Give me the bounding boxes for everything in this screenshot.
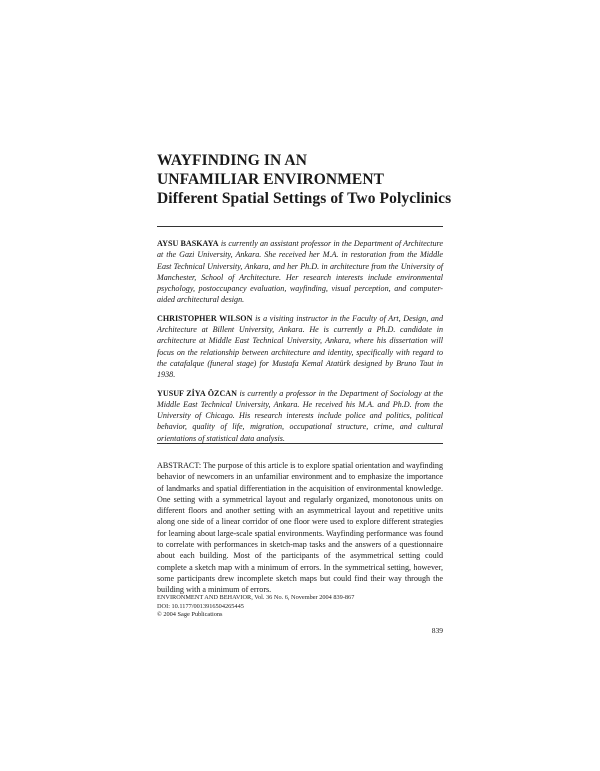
abstract-paragraph: ABSTRACT: The purpose of this article is to explore spatial orientation and wayfinding behavior of newcomers in an unfamiliar environment and to emphasize the importance of landmarks and spatial differentiation in the acquisition of environmental knowledge. One setting with a symmetrical layout and regularly organized, monotonous units on different floors and another setting with an asymmetrical layout and repetitive units along one side of a linear corridor of one floor were used to explore different strategies for learning about large-scale spatial environments. Wayfinding performance was found to correlate with performances in sketch-map tasks and the answers of a questionnaire about each building. Most of the participants of the asymmetrical setting could complete a sketch map with a minimum of errors. In the symmetrical setting, however, some participants drew incomplete sketch maps but could find their way through the building with a minimum of errors. — [157, 461, 443, 595]
page-number: 839 — [431, 626, 443, 635]
publication-info — [157, 594, 443, 620]
author-name: AYSU BASKAYA — [157, 239, 219, 248]
top-divider — [157, 226, 443, 227]
article-subtitle: Different Spatial Settings of Two Polyclinics — [157, 190, 452, 207]
author-bio-text: is currently an assistant professor in the Department of Architecture at the Gazi University, Ankara. She received her M.A. in restoration from the Middle East Technical University, Ankara, and her Ph.D. in architecture from the University of Manchester, School of Architecture. Her research interests include environmental psychology, postoccupancy evaluation, wayfinding, visual perception, and computer-aided architectural design. — [157, 239, 443, 305]
author-bio — [157, 388, 443, 444]
author-bios — [157, 238, 443, 451]
copyright-line: © 2004 Sage Publications — [157, 611, 223, 619]
author-name: YUSUF ZİYA ÖZCAN — [157, 388, 237, 398]
author-name: CHRISTOPHER WILSON — [157, 313, 253, 323]
journal-citation: ENVIRONMENT AND BEHAVIOR, Vol. 36 No. 6, November 2004 839-867 — [157, 594, 355, 601]
author-bio-text: is a visiting instructor in the Faculty of Art, Design, and Architecture at Billent University, Ankara. He is currently a Ph.D. candidate in architecture at Middle East Technical University, Ankara, where his dissertation will focus on the relationship between architecture and identity, specifically with regard to the catafalque (funeral stage) for Mustafa Kemal Atatürk designed by Bruno Taut in 1938. — [157, 313, 443, 380]
author-bio — [157, 313, 443, 381]
author-bio — [157, 238, 443, 306]
bottom-divider — [157, 443, 443, 444]
doi-line: DOI: 10.1177/0013916504265445 — [157, 602, 244, 610]
article-title-block — [157, 151, 452, 208]
article-title-line-1: WAYFINDING IN AN — [157, 152, 308, 169]
author-bio-text: is currently a professor in the Department of Sociology at the Middle East Technical University, Ankara. He received his M.A. and Ph.D. from the University of Chicago. His research interests include police and politics, political behavior, quality of life, migration, occupational structure, crime, and cultural orientations of statistical data analysis. — [157, 388, 443, 443]
article-title-line-2: UNFAMILIAR ENVIRONMENT — [157, 171, 385, 188]
